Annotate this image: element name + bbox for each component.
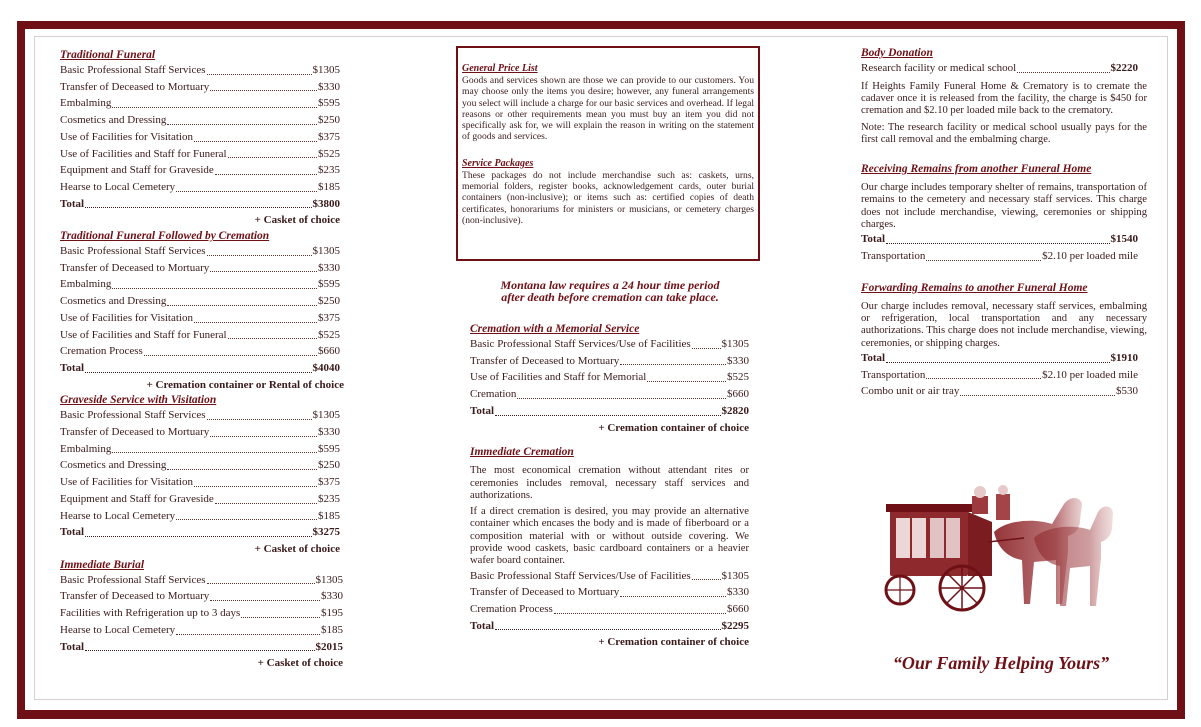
price-row: Transfer of Deceased to Mortuary $330 (470, 354, 749, 367)
price-row: Transfer of Deceased to Mortuary $330 (60, 426, 340, 439)
section-memorial-cremation (470, 322, 749, 436)
addon-note: + Casket of choice (254, 542, 340, 555)
section-funeral-cremation (60, 229, 344, 393)
price-row: Hearse to Local Cemetery $185 (60, 623, 343, 636)
price-row: Basic Professional Staff Services $1305 (60, 573, 343, 586)
montana-law-notice: Montana law requires a 24 hour time period after death before cremation can take place. (500, 278, 720, 304)
price-row: Transportation $2.10 per loaded mile (861, 250, 1138, 263)
total-row: Total $2820 (470, 404, 749, 417)
section-title: Traditional Funeral (60, 49, 156, 61)
section-title: Service Packages (462, 157, 534, 169)
section-title: Cremation with a Memorial Service (470, 323, 640, 335)
price-row: Embalming $595 (60, 442, 340, 455)
section-receiving-remains (861, 162, 1147, 265)
alternative-container-text: If a direct cremation is desired, you may provide an alternative container which encases the body and is made of fiberboard or a composition material with or without outside covering. We provide wood caskets, basic cardboard containers or a heavier wafer board container. (470, 506, 749, 567)
middle-panel (470, 322, 749, 651)
price-row: Cosmetics and Dressing $250 (60, 459, 340, 472)
section-title: Forwarding Remains to another Funeral Home (861, 281, 1088, 294)
right-panel (861, 46, 1147, 400)
price-row: Hearse to Local Cemetery $185 (60, 509, 340, 522)
total-row: Total $1910 (861, 351, 1138, 364)
section-title: Traditional Funeral Followed by Cremation (60, 230, 270, 243)
service-packages-text: These packages do not include merchandise such as: caskets, urns, memorial folders, register books, acknowledgement cards, outer burial containers (non-inclusive); or items such as: certified copies of death certificates, honorariums for ministers or musicians, or cemetery charges (non-inclusive). (462, 169, 754, 226)
price-row: Transportation $2.10 per loaded mile (861, 368, 1138, 381)
section-title: Graveside Service with Visitation (60, 394, 217, 407)
price-row: Use of Facilities and Staff for Funeral $525 (60, 328, 340, 341)
total-row: Total $4040 (60, 361, 340, 374)
section-title: Immediate Burial (60, 558, 145, 571)
price-row: Cremation Process $660 (470, 603, 749, 615)
price-row: Basic Professional Staff Services/Use of Facilities $1305 (470, 338, 749, 350)
section-immediate-cremation (470, 445, 749, 651)
hearse (886, 485, 1010, 576)
general-price-list-text: Goods and services shown are those we can provide to our customers. You may choose only the items you desire; however, any funeral arrangements you select will include a charge for our basic services and overhead. If legal reasons or other requirements mean you must buy an item you did not specifically ask for, we will explain the reason in writing on the statement of goods and services. (462, 75, 754, 143)
section-immediate-burial (60, 558, 343, 672)
section-forwarding-remains (861, 281, 1147, 400)
section-title: Receiving Remains from another Funeral Home (861, 163, 1092, 176)
price-row: Hearse to Local Cemetery $185 (60, 180, 340, 193)
price-row: Transfer of Deceased to Mortuary $330 (60, 590, 343, 603)
price-row: Equipment and Staff for Graveside $235 (60, 492, 340, 505)
price-row: Combo unit or air tray $530 (861, 385, 1138, 398)
section-traditional-funeral (60, 48, 340, 229)
horses (994, 498, 1113, 606)
horse-carriage-illustration (884, 482, 1114, 622)
addon-note: + Casket of choice (257, 657, 343, 670)
price-row: Transfer of Deceased to Mortuary $330 (470, 586, 749, 599)
addon-note: + Cremation container of choice (598, 421, 749, 434)
price-row: Cremation Process $660 (60, 345, 340, 358)
section-title: Body Donation (861, 47, 933, 59)
forwarding-remains-text: Our charge includes removal, necessary staff services, embalming or refrigeration, local transportation and any necessary authorizations. This charge does not include merchandise, viewing, ceremonies, or shipping charges. (861, 300, 1147, 349)
price-row: Use of Facilities and Staff for Memorial $525 (470, 371, 749, 384)
price-row: Basic Professional Staff Services $1305 (60, 245, 340, 258)
price-row: Use of Facilities for Visitation $375 (60, 130, 340, 143)
price-list-box (456, 46, 760, 261)
section-title: Immediate Cremation (470, 446, 574, 459)
price-row: Embalming $595 (60, 97, 340, 110)
price-row: Cremation $660 (470, 388, 749, 401)
cremation-note-text: If Heights Family Funeral Home & Crematory is to cremate the cadaver once it is released from the facility, the charge is $450 for cremation and $2.10 per loaded mile back to the crematory. (861, 80, 1147, 117)
price-row: Transfer of Deceased to Mortuary $330 (60, 80, 340, 93)
price-row: Basic Professional Staff Services/Use of Facilities $1305 (470, 569, 749, 582)
total-row: Total $2295 (470, 619, 749, 632)
immediate-cremation-text: The most economical cremation without attendant rites or ceremonies includes removal, necessary staff services and authorizations. (470, 465, 749, 501)
section-title: General Price List (462, 63, 538, 74)
price-row: Basic Professional Staff Services $1305 (60, 64, 340, 76)
total-row: Total $1540 (861, 233, 1138, 246)
price-row: Transfer of Deceased to Mortuary $330 (60, 261, 340, 274)
price-row: Basic Professional Staff Services $1305 (60, 409, 340, 422)
price-row: Use of Facilities for Visitation $375 (60, 311, 340, 324)
total-row: Total $3800 (60, 197, 340, 210)
addon-note: + Cremation container or Rental of choice (146, 378, 344, 391)
tagline: “Our Family Helping Yours” (892, 653, 1110, 673)
price-row: Embalming $595 (60, 278, 340, 291)
addon-note: + Casket of choice (254, 214, 340, 227)
total-row: Total $3275 (60, 526, 340, 539)
price-row: Use of Facilities for Visitation $375 (60, 476, 340, 489)
price-row: Cosmetics and Dressing $250 (60, 295, 340, 308)
price-row: Use of Facilities and Staff for Funeral $525 (60, 147, 340, 160)
price-row: Facilities with Refrigeration up to 3 days $195 (60, 607, 343, 620)
addon-note: + Cremation container of choice (598, 636, 749, 649)
total-row: Total $2015 (60, 640, 343, 653)
research-note-text: Note: The research facility or medical school usually pays for the first call removal and the embalming charge. (861, 121, 1147, 145)
section-graveside-visitation (60, 393, 340, 557)
price-row: Research facility or medical school $2220 (861, 62, 1138, 74)
left-panel (60, 48, 344, 672)
section-body-donation (861, 46, 1147, 146)
price-row: Equipment and Staff for Graveside $235 (60, 164, 340, 177)
price-row: Cosmetics and Dressing $250 (60, 114, 340, 127)
receiving-remains-text: Our charge includes temporary shelter of remains, transportation of remains to the cemetery and necessary staff services. This charge does not include merchandise, viewing, ceremonies or shipping charges. (861, 182, 1147, 231)
